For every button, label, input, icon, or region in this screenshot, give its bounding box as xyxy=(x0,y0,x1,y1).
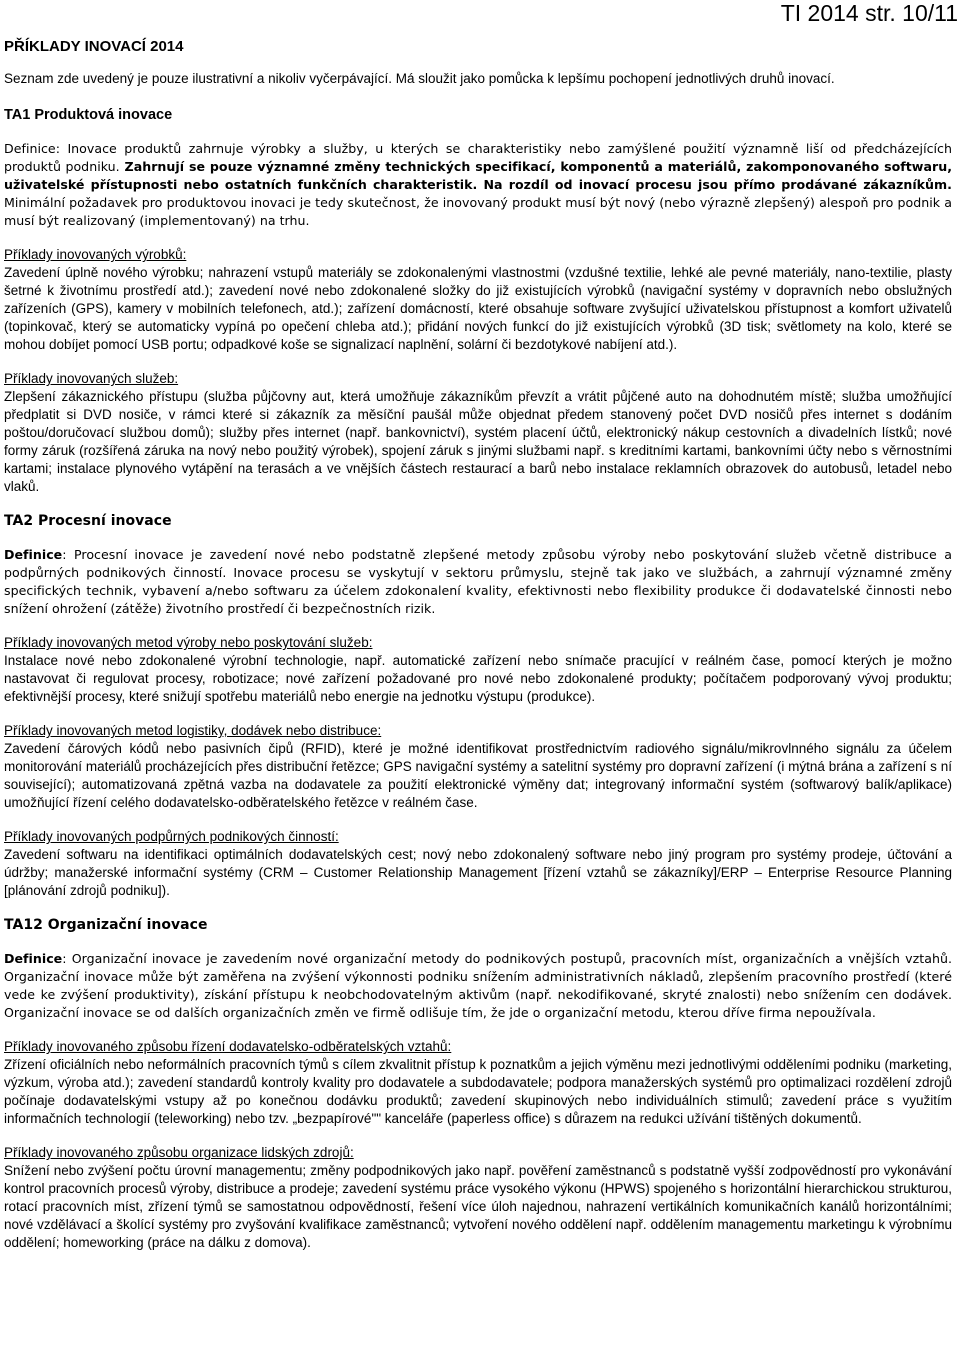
ta12-definition-text: : Organizační inovace je zavedením nové organizační metody do podnikových postupů, pracovních míst, organizačních a vnějších vztahů. Organizační inovace může být zaměřena na zvýšení výkonnosti podniku snížením administrativních nákladů, zlepšením pracovního prostředí (které vede ke zvýšení produktivity), získání přístupu k neobchodovatelným aktivům (např. nekodifikované, skryté znalosti) nebo snížením cen dodávek. Organizační inovace se od dalších organizačních změn ve firmě odlišuje tím, že jde o organizační metodu, kterou dříve firma nepoužívala. xyxy=(4,951,952,1020)
ta2-methods-label: Příklady inovovaných metod výroby nebo poskytování služeb: xyxy=(4,635,373,650)
intro-paragraph: Seznam zde uvedený je pouze ilustrativní a nikoliv vyčerpávající. Má sloužit jako pomůcka k lepšímu pochopení jednotlivých druhů inovací. xyxy=(4,71,835,86)
ta2-definition-label: Definice xyxy=(4,547,63,562)
ta1-definition xyxy=(4,140,952,230)
ta12-definition-label: Definice xyxy=(4,951,63,966)
section-heading-ta12: TA12 Organizační inovace xyxy=(4,917,208,933)
ta2-logistics-label: Příklady inovovaných metod logistiky, dodávek nebo distribuce: xyxy=(4,723,382,738)
page-reference: TI 2014 str. 10/11 xyxy=(780,0,958,26)
ta1-goods-example xyxy=(4,246,952,354)
ta1-goods-text: Zavedení úplně nového výrobku; nahrazení vstupů materiály se zdokonalenými vlastnostmi (vzdušné textilie, lehké ale pevné materiály, nano-textilie, plasty šetrné k životnímu prostředí atd.); zavedení nové nebo zdokonalené složky do již existujících výrobků (navigační systémy v dopravních nebo obslužných zařízeních (GPS), kamery v mobilních telefonech, atd.); zařízení domácností, které obsahuje software zvyšující uživatelskou přístupnost a komfort uživatelů (topinkovač, který se automaticky vypíná po opečení chleba atd.); přidání nových funkcí do již existujících výrobků (3D tisk; světlomety na kolo, které se mohou dobíjet pomocí USB portu; odpadkové koše se signalizací naplnění, solární či bezdotykové nabíjení atd.). xyxy=(4,265,952,352)
ta1-definition-part2: Zahrnují se pouze významné změny technických specifikací, komponentů a materiálů, zakomponovaného softwaru, uživatelské přístupnosti nebo ostatních funkčních charakteristik. Na rozdíl od inovací procesu jsou přímo prodávané zákazníkům. xyxy=(4,159,952,192)
ta2-logistics-text: Zavedení čárových kódů nebo pasivních čipů (RFID), které je možné identifikovat prostřednictvím radiového signálu/mikrovlnného signálu za účelem monitorování materiálů procházejících přes distribuční řetězce; GPS navigační systémy a satelitní systémy pro dopravní zařízení (i mýtná brána a zařízení s ní související); automatizovaná zpětná vazba na dodavatele za použití elektronické výměny dat; integrovaný informační systém (softwarový balík/aplikace) umožňující řízení celého dodavatelsko-odběratelského řetězce v reálném čase. xyxy=(4,741,952,810)
ta1-definition-part1: Definice: Inovace produktů zahrnuje výrobky a služby, u kterých se charakteristiky nebo zamýšlené použití významně liší od předcházejících produktů podniku. xyxy=(4,141,952,174)
ta12-hr-text: Snížení nebo zvýšení počtu úrovní managementu; změny podpodnikových jako např. pověření zaměstnanců s podstatně vyšší zodpovědností pro vykonávání kontrol pracovních procesů výroby, distribuce a prodeje; zavedení systému práce vysokého výkonu (HPWS) spojeného s horizontální hierarchickou strukturou, rotací pracovních míst, zřízení týmů se samostatnou odpovědností, řešení více úloh najednou, nahrazení vertikálních komunikačních kanálů horizontálními; nové vzdělávací a školící systémy pro zvyšování kvalifikace zaměstnanců; vytvoření nového oddělení např. oddělením managementu marketingu k výrobnímu oddělení; homeworking (práce na dálku z domova). xyxy=(4,1163,952,1250)
ta1-definition-part3: Minimální požadavek pro produktovou inovaci je tedy skutečnost, že inovovaný produkt musí být nový (nebo výrazně zlepšený) alespoň pro podnik a musí být realizovaný (implementovaný) na trhu. xyxy=(4,195,952,228)
ta2-support-text: Zavedení softwaru na identifikaci optimálních dodavatelských cest; nový nebo zdokonalený software nebo jiný program pro systémy prodeje, účtování a údržby; manažerské informační systémy (CRM – Customer Relationship Management [řízení vztahů se zákazníky]/ERP – Enterprise Resource Planning [plánování zdrojů podniku]). xyxy=(4,847,952,898)
document-body xyxy=(4,70,952,1252)
document-title: PŘÍKLADY INOVACÍ 2014 xyxy=(4,38,184,55)
ta1-services-text: Zlepšení zákaznického přístupu (služba půjčovny aut, která umožňuje zákazníkům převzít a vrátit půjčené auto na dohodnutém místě; služba umožňující předplatit si DVD nosiče, v rámci které si zákazník za měsíční paušál může objednat předem stanovený počet DVD nosičů přes internet s dodáním poštou/doručovací službou domů); služby přes internet (např. bankovnictví), systém placení účtů, elektronický nákup cestovních a divadelních lístků; nové formy záruk (rozšířená záruka na nový nebo použitý výrobek), spojení záruk s jinými službami např. s kreditními kartami, bankovními účty nebo s věrnostními kartami; instalace plynového vytápění na terasách a ve vnějších částech restaurací a barů nebo instalace reklamních obrazovek do autobusů, letadel nebo vlaků. xyxy=(4,389,952,494)
section-heading-ta2: TA2 Procesní inovace xyxy=(4,513,172,529)
ta1-services-label: Příklady inovovaných služeb: xyxy=(4,371,179,386)
ta2-support-label: Příklady inovovaných podpůrných podnikových činností: xyxy=(4,829,339,844)
ta1-services-example xyxy=(4,370,952,496)
ta12-supply-text: Zřízení oficiálních nebo neformálních pracovních týmů s cílem zkvalitnit přístup k poznatkům a jejich výměnu mezi jednotlivými odděleními podniku (marketing, výzkum, výroba atd.); zavedení standardů kontroly kvality pro dodavatele a subdodavatele; podpora manažerských systémů pro optimalizaci rozdělení zdrojů počínaje dodavatelskými vstupy až po konečnou dodávku produktů; zavedení skupinových nebo individuálních stimulů; zavedení práce s využitím informačních technologií (teleworking) nebo tzv. „bezpapírové"" kanceláře (paperless office) s důrazem na redukci užívání tištěných dokumentů. xyxy=(4,1057,952,1126)
ta12-supply-example xyxy=(4,1038,952,1128)
ta2-definition xyxy=(4,546,952,618)
ta12-hr-label: Příklady inovovaného způsobu organizace lidských zdrojů: xyxy=(4,1145,354,1160)
ta12-hr-example xyxy=(4,1144,952,1252)
ta2-logistics-example xyxy=(4,722,952,812)
section-heading-ta1: TA1 Produktová inovace xyxy=(4,107,173,123)
ta2-methods-text: Instalace nové nebo zdokonalené výrobní technologie, např. automatické zařízení nebo snímače pracující v reálném čase, pomocí kterých je možno nastavovat či regulovat procesy, robotizace; nové zařízení požadované pro nové nebo zdokonalené produkty; počítačem podporovaný vývoj produktu; efektivnější procesy, které snižují spotřebu materiálů nebo energie na jednotku výstupu (produkce). xyxy=(4,653,952,704)
ta2-methods-example xyxy=(4,634,952,706)
ta2-definition-text: : Procesní inovace je zavedení nové nebo podstatně zlepšené metody způsobu výroby nebo poskytování služeb včetně distribuce a podpůrných podnikových činností. Inovace procesu se vyskytují v sektoru průmyslu, stejně tak jako ve službách, a zahrnují významné změny specifických technik, vybavení a/nebo softwaru za účelem zdokonalení kvality, efektivnosti nebo flexibility produkce či dodavatelské činnosti nebo snížení ohrožení (zátěže) životního prostředí či bezpečnostních rizik. xyxy=(4,547,952,616)
ta12-definition xyxy=(4,950,952,1022)
ta1-goods-label: Příklady inovovaných výrobků: xyxy=(4,247,187,262)
ta12-supply-label: Příklady inovovaného způsobu řízení dodavatelsko-odběratelských vztahů: xyxy=(4,1039,452,1054)
ta2-support-example xyxy=(4,828,952,900)
